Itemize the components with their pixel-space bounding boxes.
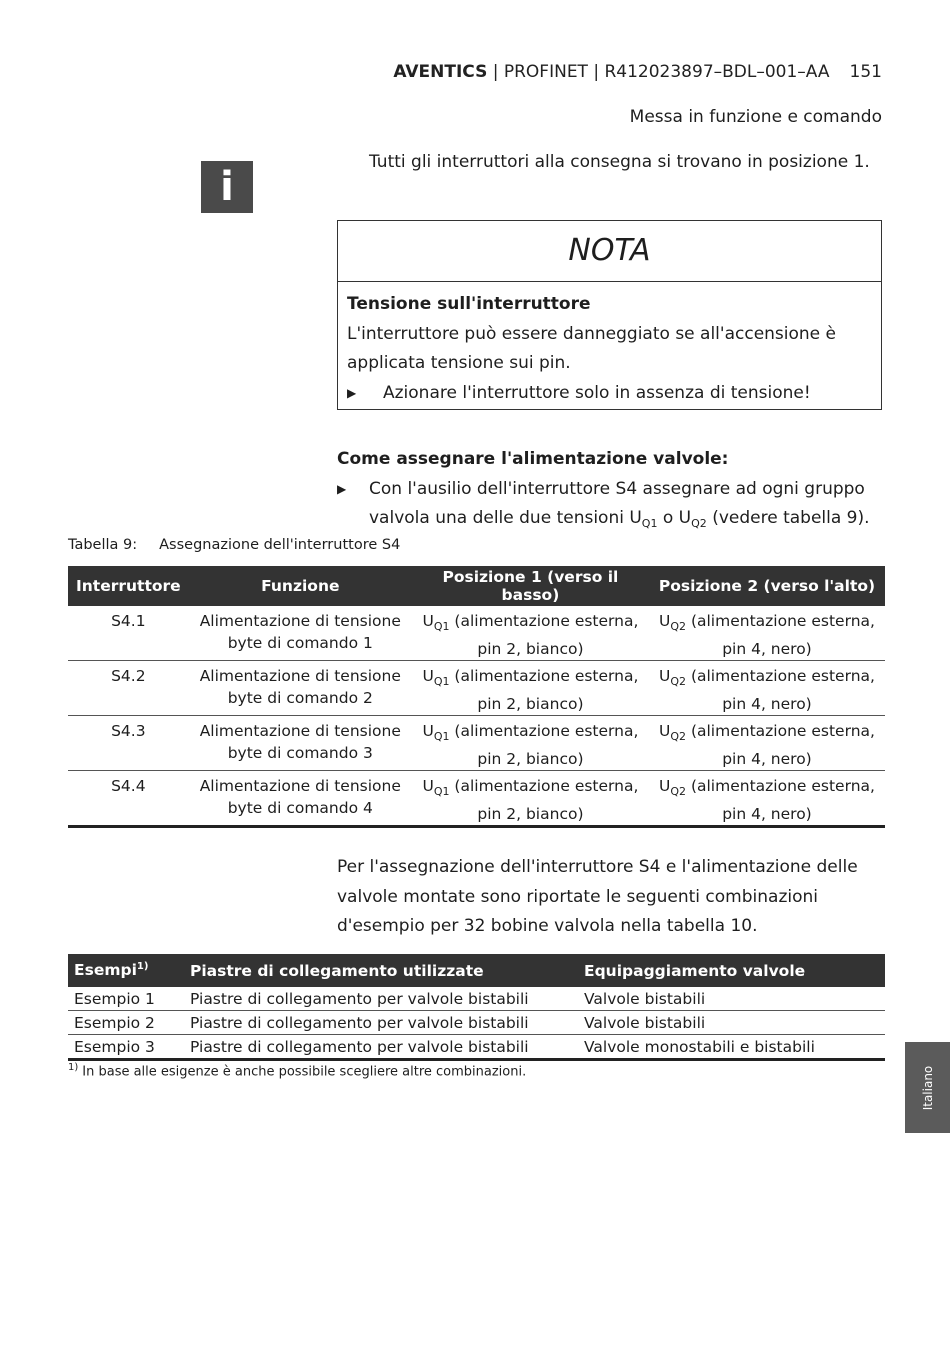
- section-title: Messa in funzione e comando: [629, 107, 882, 127]
- position1-cell: $U_{Q1}$ (alimentazione esterna, pin 2, bianco): [412, 606, 649, 661]
- function-cell: Alimentazione di tensione byte di comando 3: [189, 716, 412, 771]
- table-cell: Valvole bistabili: [578, 1011, 885, 1035]
- notice-text: L'interruttore può essere danneggiato se all'accensione è applicata tensione sui pin.: [347, 323, 836, 373]
- column-header: Esempi$^{1)}$: [68, 954, 184, 987]
- info-note-text: Tutti gli interruttori alla consegna si trovano in posizione 1.: [369, 152, 870, 172]
- table-row: [68, 987, 885, 1011]
- table-caption-title: Assegnazione dell'interruttore S4: [159, 537, 401, 553]
- table-caption: [68, 537, 400, 553]
- table-cell: Esempio 2: [68, 1011, 184, 1035]
- position1-cell: $U_{Q1}$ (alimentazione esterna, pin 2, bianco): [412, 716, 649, 771]
- table-row: [68, 606, 885, 661]
- function-cell: Alimentazione di tensione byte di comando 2: [189, 661, 412, 716]
- notice-action: [347, 379, 872, 409]
- table-caption-number: Tabella 9:: [68, 537, 138, 553]
- switch-assignment-table: [68, 566, 885, 828]
- assign-step-text: Con l'ausilio dell'interruttore S4 assegnare ad ogni gruppo valvola una delle due tensioni $U_{Q1}$ o $U_{Q2}$ (vedere tabella 9).: [369, 478, 870, 530]
- page-number: 151: [849, 62, 882, 82]
- column-header: Posizione 2 (verso l'alto): [649, 566, 885, 606]
- position2-cell: $U_{Q2}$ (alimentazione esterna, pin 4, nero): [649, 771, 885, 827]
- table-cell: Piastre di collegamento per valvole bistabili: [184, 1035, 578, 1060]
- table-cell: Valvole monostabili e bistabili: [578, 1035, 885, 1060]
- bullet-arrow-icon: ▶: [347, 385, 357, 400]
- footnote: [68, 1062, 526, 1079]
- table-row: [68, 1011, 885, 1035]
- column-header: Equipaggiamento valvole: [578, 954, 885, 987]
- table-row: [68, 716, 885, 771]
- table-cell: Esempio 1: [68, 987, 184, 1011]
- footnote-text: In base alle esigenze è anche possibile scegliere altre combinazioni.: [82, 1064, 527, 1080]
- table-header-row: [68, 566, 885, 606]
- table-row: [68, 661, 885, 716]
- column-header: Interruttore: [68, 566, 189, 606]
- table-row: [68, 1035, 885, 1060]
- table-row: [68, 771, 885, 827]
- switch-cell: S4.4: [68, 771, 189, 827]
- position2-cell: $U_{Q2}$ (alimentazione esterna, pin 4, nero): [649, 606, 885, 661]
- table-cell: Piastre di collegamento per valvole bistabili: [184, 987, 578, 1011]
- function-cell: Alimentazione di tensione byte di comando 4: [189, 771, 412, 827]
- table-header-row: [68, 954, 885, 987]
- examples-table: [68, 954, 885, 1061]
- footnote-mark: 1): [68, 1062, 79, 1073]
- assign-heading: Come assegnare l'alimentazione valvole:: [337, 449, 729, 469]
- examples-paragraph: Per l'assegnazione dell'interruttore S4 e l'alimentazione delle valvole montate sono riportate le seguenti combinazioni d'esempio per 32 bobine valvola nella tabella 10.: [337, 857, 858, 936]
- table-cell: Piastre di collegamento per valvole bistabili: [184, 1011, 578, 1035]
- notice-action-text: Azionare l'interruttore solo in assenza di tensione!: [383, 382, 811, 403]
- notice-heading: Tensione sull'interruttore: [347, 294, 591, 314]
- assign-instructions: [337, 445, 882, 539]
- column-header: Piastre di collegamento utilizzate: [184, 954, 578, 987]
- position1-cell: $U_{Q1}$ (alimentazione esterna, pin 2, bianco): [412, 661, 649, 716]
- switch-cell: S4.3: [68, 716, 189, 771]
- position1-cell: $U_{Q1}$ (alimentazione esterna, pin 2, bianco): [412, 771, 649, 827]
- column-header: Posizione 1 (verso il basso): [412, 566, 649, 606]
- switch-cell: S4.1: [68, 606, 189, 661]
- switch-cell: S4.2: [68, 661, 189, 716]
- notice-box: [337, 220, 882, 410]
- position2-cell: $U_{Q2}$ (alimentazione esterna, pin 4, nero): [649, 716, 885, 771]
- notice-title: NOTA: [338, 221, 881, 282]
- position2-cell: $U_{Q2}$ (alimentazione esterna, pin 4, nero): [649, 661, 885, 716]
- assign-step: [337, 475, 882, 539]
- footnote-ref: 1): [136, 961, 149, 973]
- column-header: Funzione: [189, 566, 412, 606]
- notice-body: [338, 282, 881, 408]
- table-cell: Valvole bistabili: [578, 987, 885, 1011]
- language-tab-label: Italiano: [920, 1065, 935, 1110]
- page-header: [393, 62, 882, 82]
- document-id: | PROFINET | R412023897–BDL–001–AA: [487, 62, 830, 82]
- table-cell: Esempio 3: [68, 1035, 184, 1060]
- language-tab: [905, 1042, 950, 1133]
- info-icon: i: [201, 161, 253, 213]
- function-cell: Alimentazione di tensione byte di comando 1: [189, 606, 412, 661]
- brand-name: AVENTICS: [393, 62, 488, 82]
- bullet-arrow-icon: ▶: [337, 481, 347, 496]
